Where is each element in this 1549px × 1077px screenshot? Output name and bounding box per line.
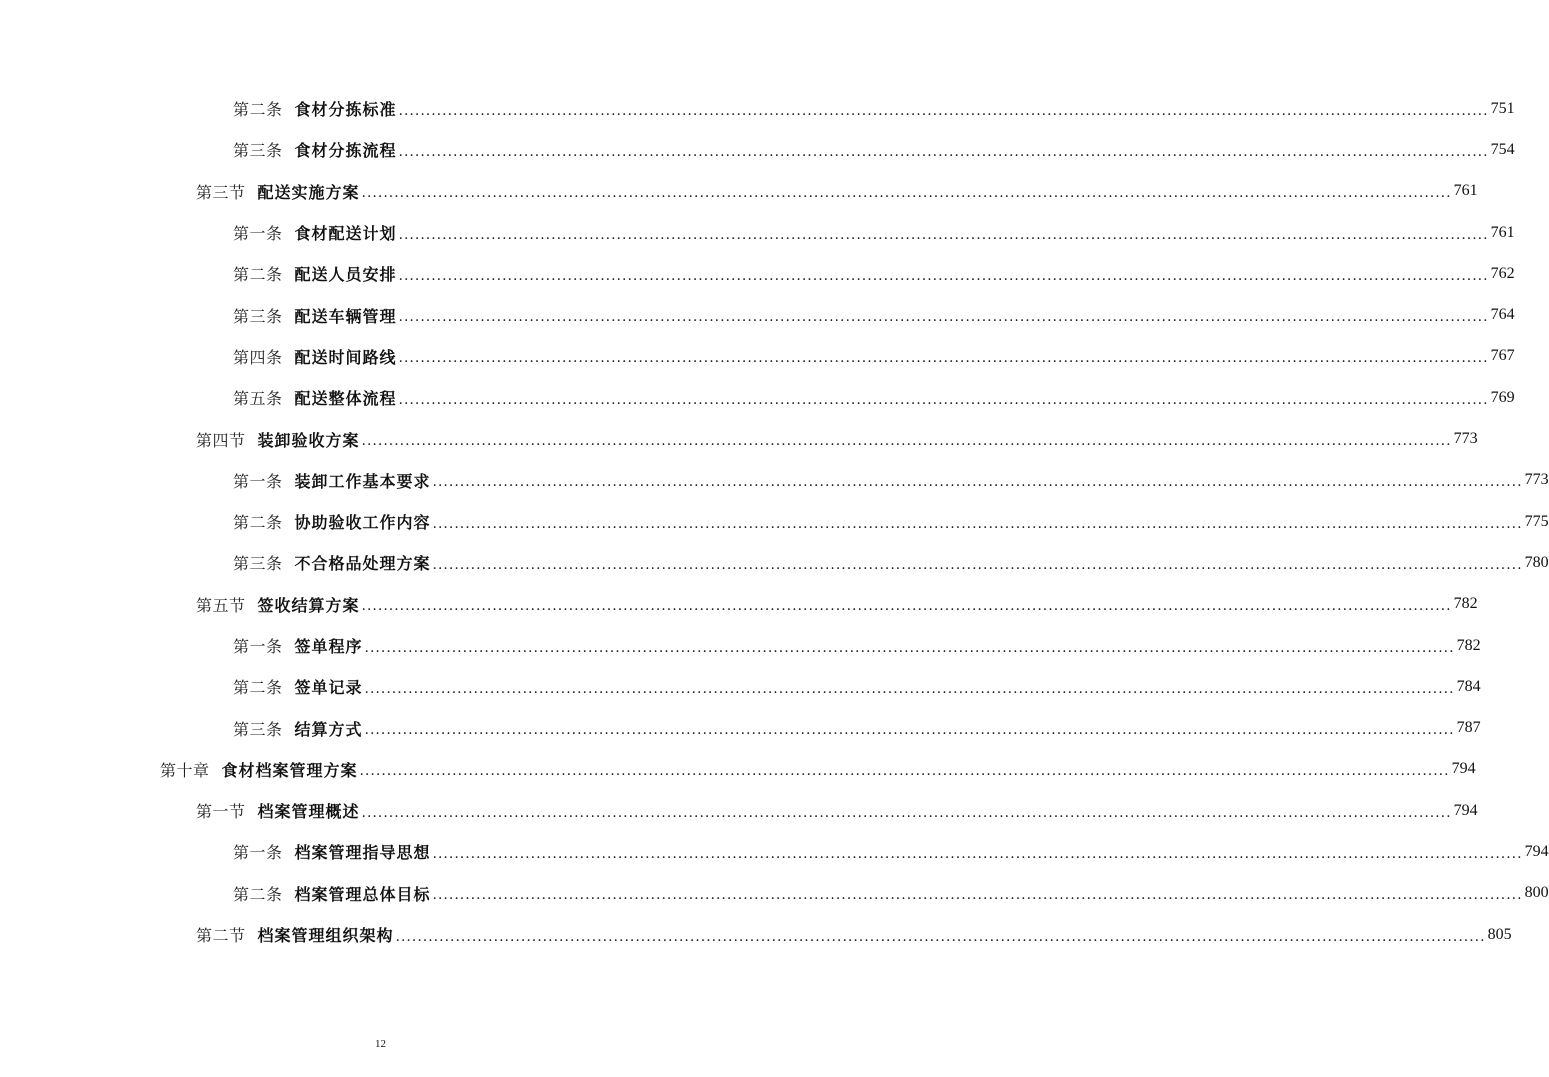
toc-entry-number: 第一条	[233, 224, 283, 244]
toc-entry-title: 食材档案管理方案	[221, 760, 358, 780]
toc-entry[interactable]	[0, 707, 1481, 748]
toc-entry-label	[160, 758, 358, 781]
toc-entry[interactable]	[0, 253, 1515, 294]
toc-entry-number: 第五条	[233, 389, 283, 409]
toc-dot-leader: ........................................................................................................................................................................................................	[364, 722, 1455, 739]
toc-entry-title: 档案管理概述	[257, 802, 360, 822]
toc-entry-page: 761	[1453, 182, 1478, 200]
toc-dot-leader: ........................................................................................................................................................................................................	[398, 350, 1489, 367]
toc-entry-title: 不合格品处理方案	[294, 554, 431, 574]
toc-entry[interactable]	[0, 749, 1476, 790]
toc-dot-leader: ........................................................................................................................................................................................................	[432, 515, 1523, 532]
toc-entry-page: 794	[1453, 801, 1478, 819]
toc-entry-page: 794	[1524, 842, 1549, 860]
toc-entry-page: 805	[1487, 925, 1512, 943]
toc-entry[interactable]	[0, 831, 1549, 872]
toc-entry[interactable]	[0, 584, 1478, 625]
toc-dot-leader: ........................................................................................................................................................................................................	[364, 680, 1455, 697]
toc-entry[interactable]	[0, 542, 1549, 583]
page-number-footer: 12	[375, 1038, 386, 1050]
toc-entry-title: 签单记录	[294, 678, 363, 698]
toc-entry-title: 档案管理总体目标	[294, 884, 431, 904]
toc-entry-number: 第三条	[233, 306, 283, 326]
toc-entry-page: 751	[1490, 99, 1515, 117]
toc-entry-title: 配送人员安排	[294, 265, 397, 285]
toc-entry-page: 775	[1524, 512, 1549, 530]
toc-entry-number: 第五节	[196, 595, 246, 615]
toc-entry[interactable]	[0, 336, 1515, 377]
toc-entry-title: 装卸工作基本要求	[294, 471, 431, 491]
toc-entry-page: 773	[1453, 430, 1478, 448]
toc-entry[interactable]	[0, 873, 1549, 914]
toc-entry-label	[233, 386, 397, 409]
toc-entry-label	[233, 304, 397, 327]
toc-entry[interactable]	[0, 294, 1515, 335]
toc-dot-leader: ........................................................................................................................................................................................................	[398, 309, 1489, 326]
toc-entry-title: 档案管理组织架构	[257, 926, 394, 946]
toc-entry[interactable]	[0, 171, 1478, 212]
toc-entry-number: 第四节	[196, 430, 246, 450]
toc-entry-title: 配送实施方案	[257, 182, 360, 202]
toc-dot-leader: ........................................................................................................................................................................................................	[361, 598, 1452, 615]
toc-entry-label	[233, 717, 363, 740]
toc-dot-leader: ........................................................................................................................................................................................................	[398, 226, 1489, 243]
toc-entry-title: 签收结算方案	[257, 595, 360, 615]
toc-entry-page: 769	[1490, 388, 1515, 406]
toc-dot-leader: ........................................................................................................................................................................................................	[398, 267, 1489, 284]
toc-entry[interactable]	[0, 418, 1478, 459]
toc-entry-number: 第十章	[160, 760, 210, 780]
toc-entry-label	[233, 840, 431, 863]
toc-entry[interactable]	[0, 212, 1515, 253]
toc-entry-number: 第二节	[196, 926, 246, 946]
toc-entry-title: 结算方式	[294, 719, 363, 739]
toc-entry-label	[233, 675, 363, 698]
toc-entry-number: 第一条	[233, 843, 283, 863]
toc-entry-number: 第四条	[233, 347, 283, 367]
toc-dot-leader: ........................................................................................................................................................................................................	[395, 928, 1486, 945]
toc-entry-title: 食材分拣流程	[294, 141, 397, 161]
toc-dot-leader: ........................................................................................................................................................................................................	[432, 556, 1523, 573]
toc-entry-page: 767	[1490, 347, 1515, 365]
toc-entry-title: 签单程序	[294, 637, 363, 656]
toc-entry-label	[233, 138, 397, 161]
toc-dot-leader: ........................................................................................................................................................................................................	[432, 887, 1523, 904]
toc-entry-number: 第二条	[233, 678, 283, 698]
toc-entry-title: 配送整体流程	[294, 389, 397, 409]
toc-dot-leader: ........................................................................................................................................................................................................	[398, 102, 1489, 119]
toc-entry-page: 787	[1456, 719, 1481, 737]
toc-entry-page: 782	[1456, 636, 1481, 654]
toc-entry[interactable]	[0, 790, 1478, 831]
toc-entry-number: 第三条	[233, 554, 283, 574]
toc-entry-label	[233, 97, 397, 120]
toc-dot-leader: ........................................................................................................................................................................................................	[398, 391, 1489, 408]
toc-entry-page: 762	[1490, 264, 1515, 282]
toc-entry-label	[233, 510, 431, 533]
toc-dot-leader: ........................................................................................................................................................................................................	[364, 639, 1455, 656]
toc-dot-leader: ........................................................................................................................................................................................................	[361, 185, 1452, 202]
toc-entry-number: 第三条	[233, 141, 283, 161]
toc-entry-number: 第三条	[233, 719, 283, 739]
toc-entry-title: 装卸验收方案	[257, 430, 360, 450]
toc-entry-page: 780	[1524, 553, 1549, 571]
toc-entry-title: 食材配送计划	[294, 224, 397, 244]
toc-entry-page: 794	[1451, 760, 1476, 778]
toc-entry-label	[233, 469, 431, 492]
toc-entry-title: 协助验收工作内容	[294, 513, 431, 533]
toc-entry-page: 764	[1490, 306, 1515, 324]
toc-entry-label	[196, 593, 360, 616]
toc-dot-leader: ........................................................................................................................................................................................................	[359, 763, 1450, 780]
table-of-contents	[0, 88, 1549, 955]
toc-entry-label	[196, 428, 360, 451]
toc-entry-page: 754	[1490, 140, 1515, 158]
toc-entry-title: 档案管理指导思想	[294, 843, 431, 863]
toc-entry-page: 761	[1490, 223, 1515, 241]
toc-dot-leader: ........................................................................................................................................................................................................	[361, 433, 1452, 450]
toc-entry[interactable]	[0, 129, 1515, 170]
toc-entry-number: 第一节	[196, 802, 246, 822]
toc-entry-title: 食材分拣标准	[294, 100, 397, 120]
toc-entry-number: 第二条	[233, 884, 283, 904]
toc-entry-number: 第一条	[233, 637, 283, 656]
toc-entry-page: 784	[1456, 677, 1481, 695]
toc-entry-label	[233, 221, 397, 244]
toc-entry[interactable]	[0, 625, 1481, 666]
toc-entry[interactable]	[0, 914, 1512, 955]
toc-entry[interactable]	[0, 666, 1481, 707]
toc-entry-label	[233, 882, 431, 905]
toc-entry-number: 第一条	[233, 471, 283, 491]
toc-entry-title: 配送车辆管理	[294, 306, 397, 326]
toc-entry-page: 800	[1524, 884, 1549, 902]
toc-entry-label	[233, 262, 397, 285]
toc-entry-label	[233, 634, 363, 657]
toc-dot-leader: ........................................................................................................................................................................................................	[398, 143, 1489, 160]
toc-entry[interactable]	[0, 460, 1549, 501]
toc-entry[interactable]	[0, 88, 1515, 129]
toc-entry-number: 第二条	[233, 513, 283, 533]
toc-entry-number: 第三节	[196, 182, 246, 202]
toc-entry-label	[196, 923, 394, 946]
toc-dot-leader: ........................................................................................................................................................................................................	[361, 804, 1452, 821]
toc-entry-label	[196, 180, 360, 203]
toc-entry-number: 第二条	[233, 265, 283, 285]
toc-dot-leader: ........................................................................................................................................................................................................	[432, 474, 1523, 491]
toc-entry-label	[233, 345, 397, 368]
toc-entry-page: 773	[1524, 471, 1549, 489]
toc-entry-number: 第二条	[233, 100, 283, 120]
toc-entry[interactable]	[0, 377, 1515, 418]
toc-entry-page: 782	[1453, 595, 1478, 613]
toc-entry-label	[196, 799, 360, 822]
toc-entry[interactable]	[0, 501, 1549, 542]
toc-entry-label	[233, 551, 431, 574]
toc-dot-leader: ........................................................................................................................................................................................................	[432, 845, 1523, 862]
toc-entry-title: 配送时间路线	[294, 347, 397, 367]
